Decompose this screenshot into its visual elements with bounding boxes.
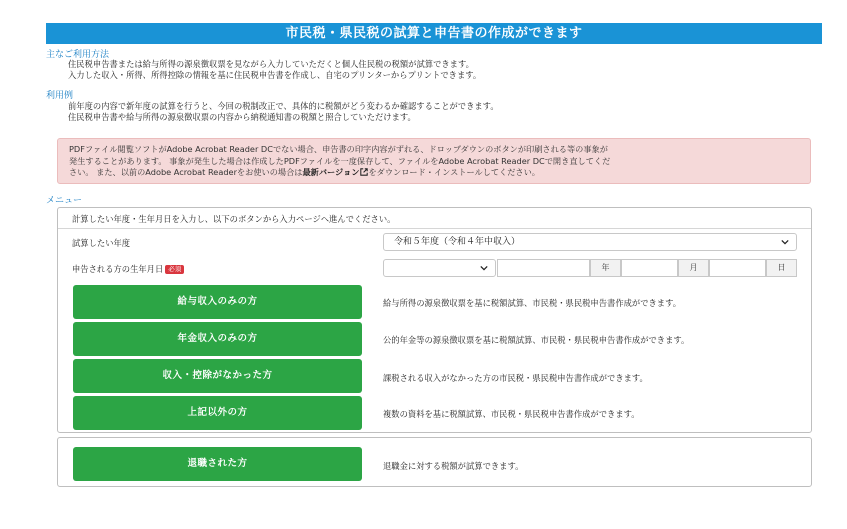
warning-line-2: 発生することがあります。 事象が発生した場合は作成したPDFファイルを一度保存して、ファイルをAdobe Acrobat Reader DCで開き直してくだ [69, 155, 611, 166]
no-income-button[interactable]: 収入・控除がなかった方 [73, 359, 362, 393]
birth-year-input[interactable] [497, 259, 590, 277]
birth-label-text: 申告される方の生年月日 [72, 264, 164, 274]
usage-line-1: 住民税申告書または給与所得の源泉徴収票を見ながら入力していただくと個人住民税の税額が試算できます。 [68, 59, 474, 69]
menu-intro: 計算したい年度・生年月日を入力し、以下のボタンから入力ページへ進んでください。 [72, 214, 396, 224]
era-select[interactable] [383, 259, 496, 277]
warning-line-3 [69, 167, 810, 179]
unit-year: 年 [590, 259, 621, 277]
other-desc: 複数の資料を基に税額試算、市民税・県民税申告書作成ができます。 [383, 409, 640, 419]
unit-month: 月 [678, 259, 709, 277]
page-title: 市民税・県民税の試算と申告書の作成ができます [46, 23, 822, 44]
example-line-1: 前年度の内容で新年度の試算を行うと、今回の税制改正で、具体的に税額がどう変わるか確認することができます。 [68, 101, 499, 111]
unit-day: 日 [766, 259, 797, 277]
usage-heading: 主なご利用方法 [46, 50, 110, 60]
other-button[interactable]: 上記以外の方 [73, 396, 362, 430]
chevron-down-icon [480, 265, 488, 271]
required-badge: 必須 [165, 265, 184, 274]
example-line-2: 住民税申告書や給与所得の源泉徴収票の内容から納税通知書の税額と照合していただけます。 [68, 112, 416, 122]
warning-line-1: PDFファイル閲覧ソフトがAdobe Acrobat Reader DCでない場合、申告書の印字内容がずれる、ドロップダウンのボタンが印刷される等の事象が [69, 144, 608, 154]
birth-day-input[interactable] [709, 259, 766, 277]
retired-button[interactable]: 退職された方 [73, 447, 362, 481]
usage-line-2: 入力した収入・所得、所得控除の情報を基に住民税申告書を作成し、自宅のプリンターからプリントできます。 [68, 70, 482, 80]
retired-desc: 退職金に対する税額が試算できます。 [383, 461, 524, 471]
salary-only-button[interactable]: 給与収入のみの方 [73, 285, 362, 319]
chevron-down-icon [781, 239, 789, 245]
example-heading: 利用例 [46, 91, 74, 101]
salary-only-desc: 給与所得の源泉徴収票を基に税額試算、市民税・県民税申告書作成ができます。 [383, 298, 682, 308]
year-select-value: 令和５年度（令和４年中収入） [394, 237, 521, 247]
birth-month-input[interactable] [621, 259, 678, 277]
pdf-warning-box [57, 138, 811, 184]
warning-line-3-after: をダウンロード・インストールしてください。 [368, 167, 540, 177]
menu-heading: メニュー [46, 196, 83, 206]
pension-only-desc: 公的年金等の源泉徴収票を基に税額試算、市民税・県民税申告書作成ができます。 [383, 335, 690, 345]
no-income-desc: 課税される収入がなかった方の市民税・県民税申告書作成ができます。 [383, 373, 648, 383]
latest-version-link[interactable]: 最新バージョン [302, 167, 360, 177]
year-select[interactable] [383, 233, 797, 251]
birth-label [72, 263, 184, 275]
pension-only-button[interactable]: 年金収入のみの方 [73, 322, 362, 356]
year-label: 試算したい年度 [72, 238, 131, 248]
divider [58, 228, 811, 229]
warning-line-3-before: さい。 また、以前のAdobe Acrobat Readerをお使いの場合は [69, 167, 303, 177]
